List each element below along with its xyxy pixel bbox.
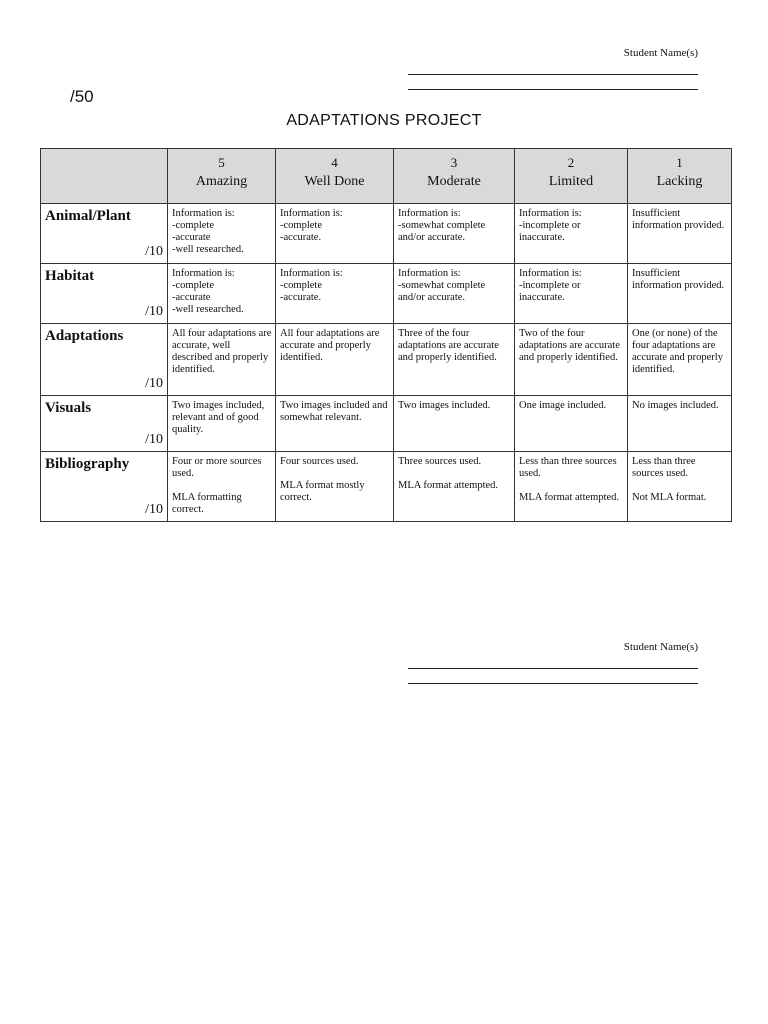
- table-row: [41, 324, 732, 396]
- header-row: [41, 149, 732, 204]
- name-line-1: [408, 60, 698, 75]
- level-label: Amazing: [195, 174, 248, 189]
- rubric-cell: All four adaptations are accurate, well described and properly identified.: [168, 324, 276, 396]
- rubric-cell: Three of the four adaptations are accurate and properly identified.: [394, 324, 515, 396]
- header-blank: [41, 149, 168, 204]
- rubric-cell: Two images included.: [394, 396, 515, 452]
- page-title: ADAPTATIONS PROJECT: [286, 112, 482, 129]
- rubric-cell: Information is: -complete -accurate -well researched.: [168, 264, 276, 324]
- rubric-cell: Information is: -complete -accurate.: [276, 264, 394, 324]
- rubric-table: [40, 148, 732, 522]
- criterion-name: Habitat: [45, 268, 95, 284]
- rubric-cell: Information is: -somewhat complete and/or accurate.: [394, 264, 515, 324]
- level-score: 4: [331, 155, 338, 170]
- level-header: [394, 149, 515, 204]
- criterion-points: /10: [145, 432, 163, 447]
- table-row: [41, 396, 732, 452]
- rubric-cell: No images included.: [628, 396, 732, 452]
- criterion-points: /10: [145, 244, 163, 259]
- name-line-2: [408, 669, 698, 684]
- student-names-block-bottom: [408, 641, 698, 684]
- rubric-cell: Four or more sources used. MLA formatting correct.: [168, 452, 276, 522]
- rubric-cell: Less than three sources used. Not MLA format.: [628, 452, 732, 522]
- student-names-label: Student Name(s): [623, 641, 698, 653]
- rubric-cell: Information is: -complete -accurate -well researched.: [168, 204, 276, 264]
- table-row: [41, 264, 732, 324]
- criterion-cell: [41, 324, 168, 396]
- rubric-cell: Less than three sources used. MLA format attempted.: [515, 452, 628, 522]
- name-line-2: [408, 75, 698, 90]
- level-label: Lacking: [656, 174, 703, 189]
- rubric-cell: Three sources used. MLA format attempted.: [394, 452, 515, 522]
- level-score: 1: [676, 155, 683, 170]
- student-names-block-top: [408, 47, 698, 90]
- criterion-cell: [41, 452, 168, 522]
- level-label: Limited: [548, 174, 594, 189]
- rubric-cell: All four adaptations are accurate and properly identified.: [276, 324, 394, 396]
- score-total: /50: [70, 87, 94, 106]
- rubric-cell: Four sources used. MLA format mostly correct.: [276, 452, 394, 522]
- level-header: [515, 149, 628, 204]
- level-score: 3: [450, 155, 458, 170]
- criterion-name: Animal/Plant: [45, 208, 131, 224]
- rubric-cell: One (or none) of the four adaptations are accurate and properly identified.: [628, 324, 732, 396]
- criterion-points: /10: [145, 376, 163, 391]
- rubric-cell: Two of the four adaptations are accurate and properly identified.: [515, 324, 628, 396]
- criterion-points: /10: [145, 304, 163, 319]
- rubric-cell: Insufficient information provided.: [628, 204, 732, 264]
- level-header: [168, 149, 276, 204]
- level-label: Moderate: [427, 174, 481, 189]
- name-line-1: [408, 654, 698, 669]
- criterion-name: Adaptations: [45, 328, 124, 344]
- criterion-cell: [41, 396, 168, 452]
- criterion-points: /10: [145, 502, 163, 517]
- rubric-cell: Information is: -incomplete or inaccurate.: [515, 204, 628, 264]
- level-score: 2: [567, 155, 575, 170]
- table-row: [41, 452, 732, 522]
- level-label: Well Done: [304, 174, 365, 189]
- rubric-cell: Two images included, relevant and of good quality.: [168, 396, 276, 452]
- table-row: [41, 204, 732, 264]
- level-score: 5: [218, 155, 225, 170]
- rubric-cell: One image included.: [515, 396, 628, 452]
- criterion-cell: [41, 204, 168, 264]
- criterion-cell: [41, 264, 168, 324]
- criterion-name: Bibliography: [45, 456, 130, 472]
- rubric-cell: Insufficient information provided.: [628, 264, 732, 324]
- level-header: [276, 149, 394, 204]
- rubric-cell: Information is: -complete -accurate.: [276, 204, 394, 264]
- rubric-cell: Two images included and somewhat relevant.: [276, 396, 394, 452]
- student-names-label: Student Name(s): [623, 47, 698, 59]
- rubric-cell: Information is: -somewhat complete and/or accurate.: [394, 204, 515, 264]
- level-header: [628, 149, 732, 204]
- criterion-name: Visuals: [45, 400, 92, 416]
- rubric-cell: Information is: -incomplete or inaccurate.: [515, 264, 628, 324]
